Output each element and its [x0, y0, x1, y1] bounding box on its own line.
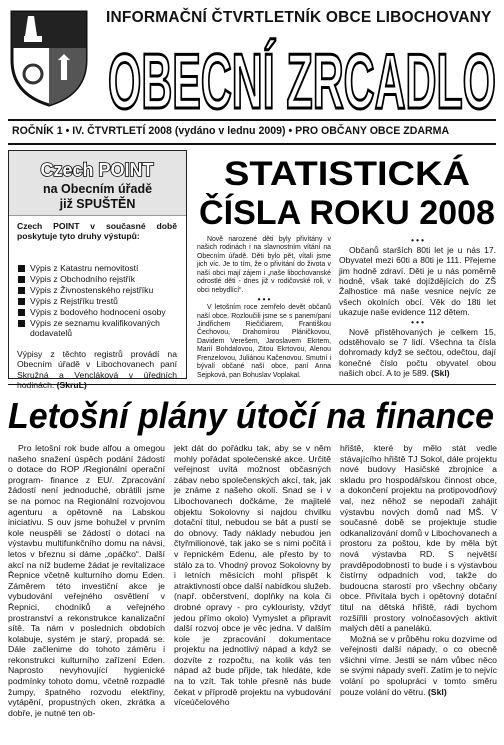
issue-line: ROČNÍK 1 • IV. ČTVRTLETÍ 2008 (vydáno v lednu 2009) • PRO OBČANY OBCE ZDARMA — [12, 125, 450, 137]
list-item: Výpis ze seznamu kvalifikovaných dodavatelů — [17, 318, 177, 339]
masthead-rule-bottom — [8, 143, 496, 145]
statistics-signature: (Skl) — [431, 367, 450, 378]
finance-signature: (Skl) — [427, 686, 447, 697]
statistics-column-1 — [197, 236, 331, 380]
list-item: Výpis z bodového hodnocení osoby — [17, 307, 177, 317]
bullet-square-icon — [18, 265, 25, 272]
paragraph: Občanů starších 80ti let je u nás 17. Obyvatel mezi 60ti a 80ti je 111. Přejeme jim hodně zdraví. Děti je u nás poměrně hodně, však také dojíždějících do ZŠ Žalhostice má naše vesnice nejvíc ze všech okolních obcí. Věk do 18ti let ukazuje naše evidence 112 dětem. — [339, 245, 496, 318]
paragraph: jekt dát do pořádku tak, aby se v něm mohly pořádat společenské akce. Určitě veřejnost uvítá možnost občasných zábav nebo společenských akcí, tak, jak je známe z našeho okolí. Snad se i v Libochovanech dočkáme, že majitelé objektu Sokolovny si najdou chvilku dotační titul, nebudou se bát a pustí se do obnovy. Tady náklady nebudou jen čtyřmilionové, tak jako se s nimi počítá i v řepnickém Edenu, ale přesto by to stálo za to. Vhodný provoz Sokolovny by i letních měsících mohl přispět k atraktivnosti obce další nabídkou služeb. (např. občerstvení, doplňky na kola či drobné opravy - pro cyklouristy, vždyť jedou přímo okolo) Vymyslet a připravit další rozvoj obce je věc jedna. V dalším kole je zpracování dokumentace projektu na jednotlivý nápad a když se dozvíte z rozpočtu, na kolik vás ten nápad až bude přijde, tak hledáte, kde na to vzít. Tak tohle přesně nás bude čekat v příprodě projektu na vybudování víceúčelového — [174, 443, 331, 708]
separator-dots: • • • — [257, 295, 271, 305]
bullet-square-icon — [18, 287, 25, 294]
czech-point-header — [9, 151, 186, 216]
czech-point-signature: (SkruL) — [56, 380, 87, 391]
czech-point-services-list — [17, 263, 177, 339]
separator-dots: • • • — [411, 236, 424, 245]
czech-point-heading-text: Czech POINT — [40, 160, 154, 180]
section-rule — [8, 384, 496, 385]
finance-column-1 — [8, 443, 165, 718]
newsletter-title-text: OBECNÍ ZRCADLO — [108, 37, 496, 116]
svg-text:ČÍSLA ROKU 2008: ČÍSLA ROKU 2008 — [199, 194, 495, 228]
newsletter-title — [106, 34, 498, 116]
list-item: Výpis z Katastru nemovitostí — [17, 263, 177, 273]
paragraph: Nově přistěhovaných je celkem 15, odstěhovalo se 7 lidí. Všechna ta čísla dohromady když se sečtou, odečtou, dají konečné číslo počtu obyvatel obou našich obcí. A to je 589. (Skl) — [339, 326, 496, 378]
coat-of-arms-icon — [8, 8, 90, 108]
bullet-square-icon — [18, 309, 25, 316]
czech-point-line2: na Obecním úřadě — [42, 182, 153, 196]
finance-headline — [4, 390, 500, 438]
statistics-headline — [197, 152, 497, 228]
separator-dots: • • • — [411, 317, 424, 327]
czech-point-heading — [9, 155, 186, 183]
list-item: Výpis z Rejstříku trestů — [17, 296, 177, 306]
list-item: Výpis z Obchodního rejstřík — [17, 274, 177, 284]
finance-column-3 — [340, 443, 497, 697]
svg-text:Letošní plány útočí na finance: Letošní plány útočí na finance — [8, 395, 494, 436]
statistics-column-2 — [339, 236, 496, 378]
paragraph: Možná se v průběhu roku dozvíme od veřejnosti další nápady, o co obecně všichni víme. Jestli se nám vůbec něco se svými nápady sveří. Zatím je to nejvíc volání po spolupráci v tomto směru pouze volání do větru. (Skl) — [340, 633, 497, 697]
paragraph: hřiště, které by mělo stát vedle stávajícího hřiště TJ Sokol, dále projektu nové budovy Hasičské zbrojnice a skladu pro hospodářskou činnost obce, a dokončení projektu na protipovodňový val, nez něhož se nepodaří zahájit výstavbu nových domů nad MŠ. V současné době se projektuje studie odkanalizování domů v Libochovanech a prostoru za poštou, kde by měla být nová výstavba RD. S největší pravděpodobností to bude i s výstavbou čistírny odpadních vod, takže do budoucna starostí pro všechny občany obce. Přivítala bych i opětovný dotační titul na dětská hřiště, rádi bychom rozšířili prostory volnočasových aktivit malých dětí a panelákú. — [340, 443, 497, 634]
czech-point-box — [8, 150, 187, 391]
svg-text:STATISTICKÁ: STATISTICKÁ — [224, 155, 470, 193]
czech-point-intro: Czech POINT v současné době poskytuje tyto druhy výstupů: — [17, 221, 177, 242]
bullet-square-icon — [18, 320, 25, 327]
paragraph: Pro letošní rok bude alfou a omegou našeho snažení úspěch podání žádostí o dotace do ROP /Regionální operační program- finance z EU/. Zpracování žádostí není jednoduché, obrátili jsme se na pomoc na Regionální rozvojovou agenturu a opětovně na Labskou iniciativu. S ouv jsme bohužel v prvním kole neuspěli se žádostí o dotaci na výstavbu multifunkčního domu na návsi, letos v březnu si dáme „opáčko“. Další akcí na níž budeme žádat je revitalizace Řepnice včetně kulturního domu Eden. Záměrem této investiční akce je vybudování veřejného osvětlení v Řepnici, chodníků a veřejného prostranství a rekonstrukce kanalizační sítě. Ta nám v posledních obdobích kolabuje, systém je starý, propadá se. Dále začlenime do tohoto záměru i rekonstrukci kulturního zařízení Eden. Naprosto nevyhovující hygienické podmínky tohoto domu, včetně rozpadlé žumpy, špatného rozvodu elektřiny, vytápění, propustných oken, zkrátka a dobře, je nutné ten ob- — [8, 443, 165, 718]
bullet-square-icon — [18, 298, 25, 305]
paragraph: V letošním roce zemřelo devět občanů naší obce. Rozloučili jsme se s panem/paní Jindřichem Riečičiarem, Františkou Čechovou, Drahomírou Pláničkovou, Davidem Verešem, Jaroslavem Ekrtem, Marií Bohdalovou, Zitou Ekrtovou, Alenou Frenzelovou, Juliánou Kačenovou. Smutní i bývalí občané naší obce, paní Anna Sejpková, pan Bohuslav Voplakal. — [197, 304, 331, 379]
czech-point-outro: Výpisy z těchto registrů provádí na Obecním úřadě v Libochovanech paní Skružná a Vencláková v úředních hodinách. (SkruL) — [17, 349, 177, 391]
czech-point-line3: již SPUŠTĚN — [59, 197, 136, 211]
bullet-square-icon — [18, 276, 25, 283]
list-item: Výpis z Živnostenského rejstříku — [17, 285, 177, 295]
finance-column-2 — [174, 443, 331, 708]
newsletter-subtitle: INFORMAČNÍ ČTVRTLETNÍK OBCE LIBOCHOVANY — [106, 9, 492, 26]
paragraph: Nově narozené děti byly přivítány v našich rodinách i na slavnostním vítání na Obecním úřadě. Děti bylo pět, vítali jsme jich víc. Je to tím, že o přivítání do života v naší obci mají zájem i „naše libochovanské odrostlé děti - dnes již v rodičovské roli, v obci nebydlící“. — [197, 236, 331, 294]
masthead-rule-top — [8, 119, 496, 121]
